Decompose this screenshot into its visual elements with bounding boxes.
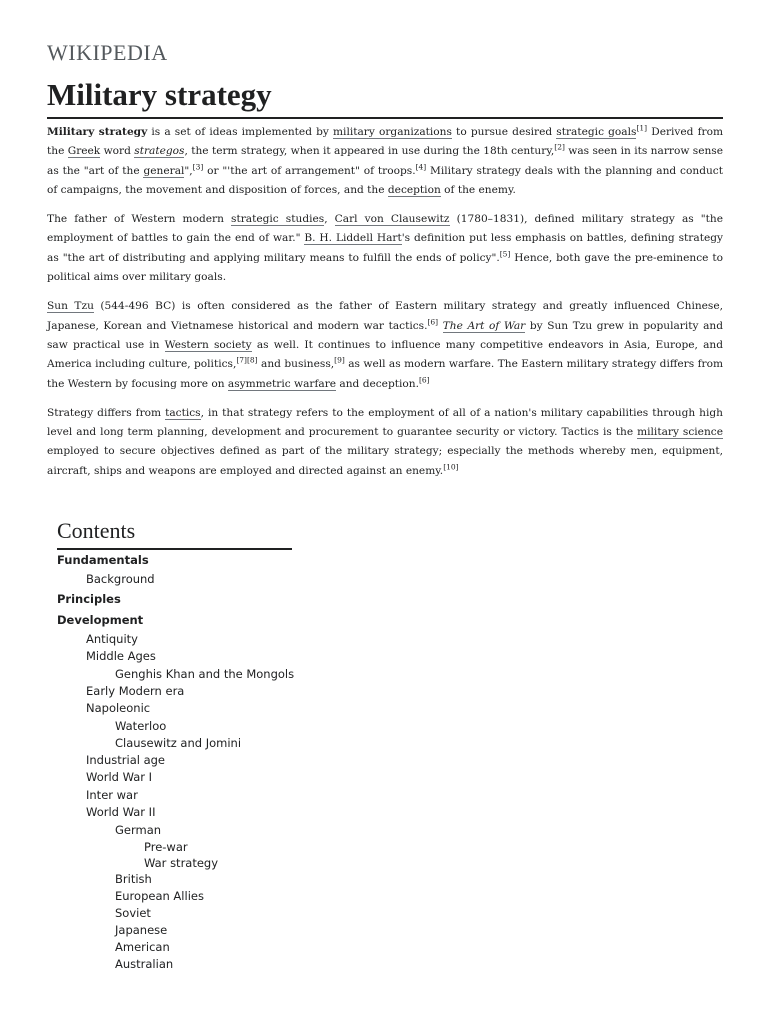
citation-5[interactable]: [5] (499, 249, 511, 259)
link-general[interactable]: general (143, 164, 185, 177)
link-strategic-studies[interactable]: strategic studies (231, 213, 325, 226)
link-deception[interactable]: deception (387, 183, 441, 196)
toc-item[interactable]: European Allies (115, 888, 204, 903)
toc-item[interactable]: Napoleonic (86, 701, 151, 715)
toc-item[interactable]: Japanese (115, 922, 168, 937)
link-carl-von-clausewitz[interactable]: Carl von Clausewitz (334, 213, 450, 226)
citation-10[interactable]: [10] (443, 462, 459, 472)
toc-item[interactable]: World War I (86, 770, 153, 784)
toc-item[interactable]: Antiquity (86, 631, 138, 646)
table-of-contents (57, 518, 295, 973)
toc-item[interactable]: Fundamentals (57, 553, 149, 567)
toc-list (57, 550, 295, 973)
citation-9[interactable]: [9] (334, 355, 345, 365)
link-military-organizations[interactable]: military organizations (333, 126, 452, 138)
toc-title: Contents (57, 518, 292, 550)
toc-item[interactable]: American (115, 939, 170, 954)
toc-item[interactable]: Clausewitz and Jomini (115, 735, 242, 750)
link-art-of-war[interactable]: The Art of War (442, 319, 526, 332)
toc-item[interactable]: Inter war (86, 787, 138, 802)
citation-7-8[interactable]: [7][8] (236, 355, 258, 365)
link-strategic-goals[interactable]: strategic goals (556, 126, 637, 138)
citation-1[interactable]: [1] (636, 123, 648, 133)
link-asymmetric-warfare[interactable]: asymmetric warfare (227, 377, 337, 390)
toc-item[interactable]: Pre-war (144, 839, 188, 854)
page-title: Military strategy (47, 76, 723, 119)
toc-item[interactable]: Genghis Khan and the Mongols (115, 666, 295, 681)
toc-item[interactable]: Middle Ages (86, 649, 156, 663)
toc-item[interactable]: World War II (86, 805, 156, 819)
article-body (47, 123, 723, 491)
toc-item[interactable]: Industrial age (86, 752, 166, 767)
citation-6b[interactable]: [6] (418, 375, 430, 385)
link-western-society[interactable]: Western society (164, 338, 252, 351)
link-tactics[interactable]: tactics (165, 406, 201, 419)
toc-item[interactable]: Soviet (115, 905, 151, 920)
paragraph-4: Strategy differs from tactics, in that strategy refers to the employment of all of a nation's military capabilities through high level and long term planning, development and procurement to guarantee security or victory. Tactics is the military science employed to secure objectives defined as part of the military strategy; especially the methods whereby men, equipment, aircraft, ships and weapons are employed and directed against an enemy.[10] (47, 406, 723, 477)
citation-4[interactable]: [4] (415, 162, 427, 172)
toc-item[interactable]: Development (57, 612, 144, 627)
link-sun-tzu[interactable]: Sun Tzu (47, 300, 94, 313)
toc-item[interactable]: Principles (57, 591, 121, 606)
lead-term: Military strategy (47, 126, 148, 138)
toc-item[interactable]: Background (86, 572, 155, 586)
toc-item[interactable]: War strategy (144, 855, 219, 870)
toc-item[interactable]: German (115, 822, 162, 837)
wikipedia-wordmark[interactable]: WIKIPEDIA (47, 40, 168, 65)
citation-3[interactable]: [3] (192, 162, 204, 172)
citation-2[interactable]: [2] (554, 142, 565, 152)
link-strategos[interactable]: strategos (134, 145, 185, 158)
link-greek[interactable]: Greek (67, 145, 101, 158)
paragraph-3: Sun Tzu (544-496 BC) is often considered as the father of Eastern military strategy and greatly influenced Chinese, Japanese, Korean and Vietnamese historical and modern war tactics.[6] The Art of War by Sun Tzu grew in popularity and saw practical use in Western society as well. It continues to influence many competitive endeavors in Asia, Europe, and America including culture, politics,[7][8] and business,[9] as well as modern warfare. The Eastern military strategy differs from the Western by focusing more on asymmetric warfare and deception.[6] (47, 300, 723, 390)
paragraph-1: Military strategy is a set of ideas implemented by military organizations to pursue desired strategic goals[1] Derived from the Greek word strategos, the term strategy, when it appeared in use during the 18th century,[2] was seen in its narrow sense as the "art of the general",[3] or "'the art of arrangement" of troops.[4] Military strategy deals with the planning and conduct of campaigns, the movement and disposition of forces, and the deception of the enemy. (47, 123, 724, 196)
toc-item[interactable]: Australian (115, 956, 174, 971)
toc-item[interactable]: British (115, 871, 152, 886)
citation-6[interactable]: [6] (427, 317, 439, 327)
link-military-science[interactable]: military science (637, 426, 723, 439)
paragraph-2: The father of Western modern strategic studies, Carl von Clausewitz (1780–1831), defined military strategy as "the employment of battles to gain the end of war." B. H. Liddell Hart's definition put less emphasis on battles, defining strategy as "the art of distributing and applying military means to fulfill the ends of policy".[5] Hence, both gave the pre-eminence to political aims over military goals. (47, 213, 723, 284)
toc-item[interactable]: Waterloo (115, 718, 167, 733)
toc-item[interactable]: Early Modern era (86, 683, 185, 698)
link-liddell-hart[interactable]: B. H. Liddell Hart (304, 232, 402, 245)
